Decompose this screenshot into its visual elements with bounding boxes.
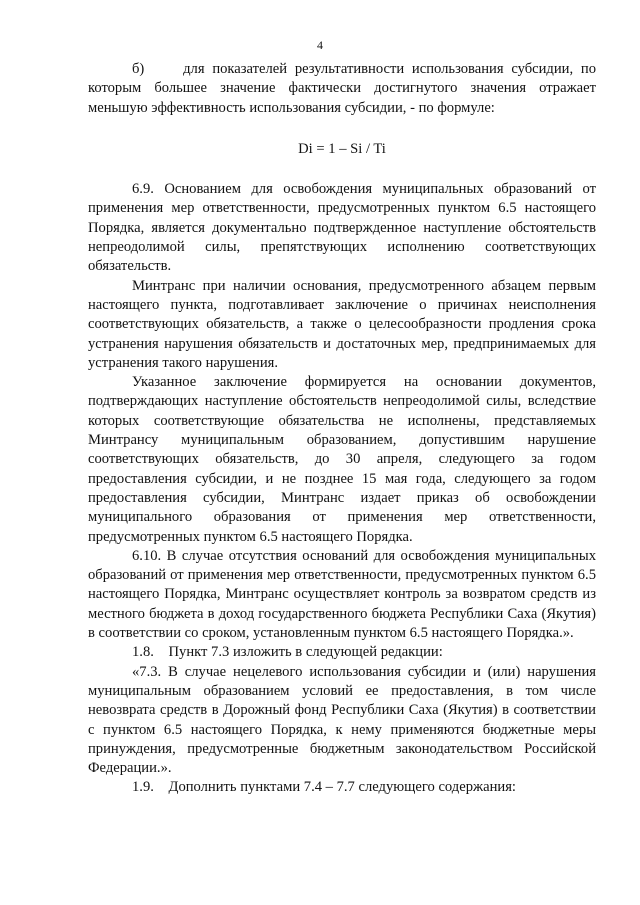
paragraph-1-9: 1.9. Дополнить пунктами 7.4 – 7.7 следующего содержания:: [132, 779, 516, 796]
paragraph-6-10: 6.10. В случае отсутствия оснований для освобождения муниципальных образований от применения мер ответственности, предусмотренных пунктом 6.5 настоящего Порядка, Минтранс осуществляет контроль за возвратом средств из местного бюджета в доход государственного бюджета Республики Саха (Якутия) в соответствии со сроком, установленным пунктом 6.5 настоящего Порядка.».: [88, 547, 596, 642]
page-number: 4: [317, 38, 323, 52]
paragraph-ukazannoe: Указанное заключение формируется на основании документов, подтверждающих наступление обстоятельств непреодолимой силы, вследствие которых соответствующие обязательства не исполнены, представляемых Минтрансу муниципальным образованием, допустившим нарушение соответствующих обязательств, до 30 апреля, следующего за годом предоставления субсидии, и не позднее 15 мая года, следующего за годом предоставления субсидии, Минтранс издает приказ об освобождении муниципального образования от применения мер ответственности, предусмотренных пунктом 6.5 настоящего Порядка.: [88, 374, 596, 545]
document-body: [88, 60, 596, 798]
paragraph-6-9: 6.9. Основанием для освобождения муниципальных образований от применения мер ответственности, предусмотренных пунктом 6.5 настоящего Порядка, является документально подтвержденное наступление обстоятельств непреодолимой силы, препятствующих исполнению соответствующих обязательств.: [88, 181, 596, 275]
paragraph-7-3: «7.3. В случае нецелевого использования субсидии и (или) нарушения муниципальным образованием условий ее предоставления, в том числе невозврата средств в Дорожный фонд Республики Саха (Якутия) в соответствии с пунктом 6.5 настоящего Порядка, к нему применяются бюджетные меры принуждения, предусмотренные бюджетным законодательством Российской Федерации.».: [88, 663, 596, 777]
paragraph-b: б) для показателей результативности использования субсидии, по которым большее значение фактически достигнутого значения отражает меньшую эффективность использования субсидии, - по формуле:: [88, 61, 596, 116]
paragraph-1-8: 1.8. Пункт 7.3 изложить в следующей редакции:: [132, 644, 443, 661]
formula: Di = 1 – Si / Ti: [298, 140, 386, 157]
paragraph-mintrans: Минтранс при наличии основания, предусмотренного абзацем первым настоящего пункта, подготавливает заключение о причинах неисполнения соответствующих обязательств, а также о целесообразности продления срока устранения нарушения обязательств и достаточных мер, предпринимаемых для устранения такого нарушения.: [88, 277, 596, 371]
